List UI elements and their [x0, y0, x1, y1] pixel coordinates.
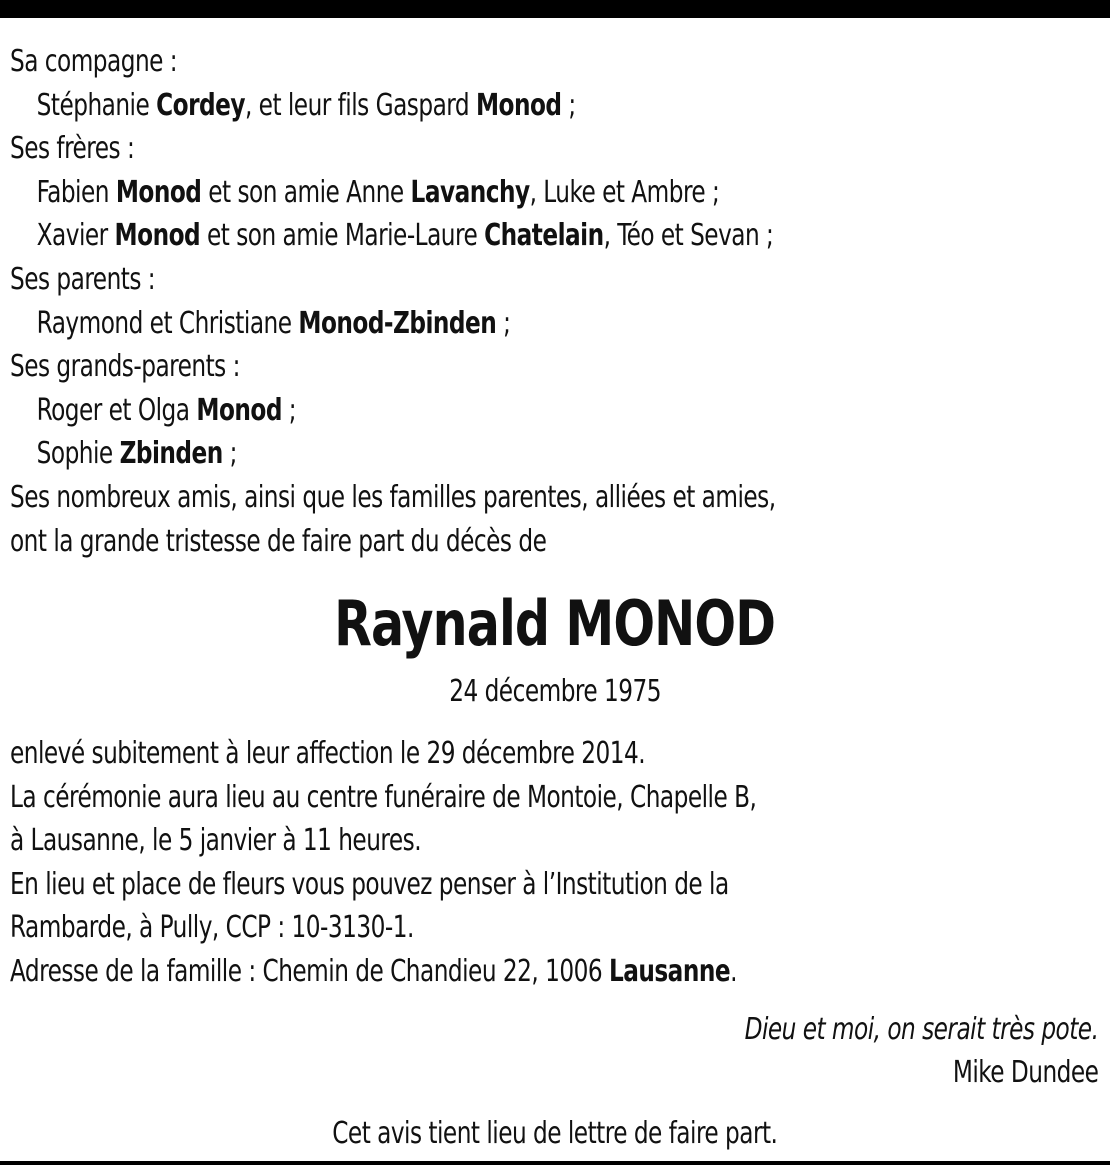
address-end: .: [730, 953, 737, 989]
gp1-end: ;: [288, 392, 297, 428]
address-prefix: Adresse de la famille : Chemin de Chandieu 22, 1006: [10, 953, 603, 989]
parents-line: [10, 302, 947, 346]
brothers-heading: Ses frères :: [10, 131, 135, 167]
parents-last-name: Monod-Zbinden: [298, 305, 497, 341]
quote-block: [687, 1008, 1098, 1094]
brother1-mid-text: et son amie Anne: [208, 174, 404, 210]
brother2-last-name: Monod: [114, 218, 201, 254]
address-line: [10, 950, 947, 994]
friends-line: Ses nombreux amis, ainsi que les familles parentes, alliées et amies,: [10, 479, 776, 515]
grandparents-heading: Ses grands-parents :: [10, 349, 240, 385]
parents-first-names: Raymond et Christiane: [36, 305, 292, 341]
brother1-partner-last-name: Lavanchy: [410, 174, 530, 210]
partner-first-name: Stéphanie: [36, 87, 150, 123]
brother1-end: , Luke et Ambre ;: [529, 174, 720, 210]
brother2-first-name: Xavier: [36, 218, 108, 254]
brother1-last-name: Monod: [115, 174, 202, 210]
top-rule: [0, 0, 1110, 18]
details-line-2: La cérémonie aura lieu au centre funéraire de Montoie, Chapelle B,: [10, 779, 757, 815]
quote-author: Mike Dundee: [952, 1055, 1098, 1090]
brother2-line: [10, 214, 947, 258]
details-line-5: Rambarde, à Pully, CCP : 10-3130-1.: [10, 910, 414, 946]
partner-line: [10, 84, 947, 128]
gp2-end: ;: [229, 436, 237, 472]
gp2-first-name: Sophie: [36, 436, 113, 472]
announce-line: ont la grande tristesse de faire part du décès de: [10, 523, 547, 559]
partner-end: ;: [568, 87, 576, 123]
deceased-name: [0, 584, 1110, 664]
details-line-3: à Lausanne, le 5 janvier à 11 heures.: [10, 823, 422, 859]
gp1-first-names: Roger et Olga: [36, 392, 190, 428]
parents-heading: Ses parents :: [10, 261, 156, 297]
ceremony-details: [10, 732, 1100, 994]
details-line-4: En lieu et place de fleurs vous pouvez penser à l’Institution de la: [10, 866, 729, 902]
partner-mid-text: , et leur fils Gaspard: [244, 87, 470, 123]
quote-text: Dieu et moi, on serait très pote.: [744, 1012, 1098, 1047]
deceased-name-text: Raynald MONOD: [334, 587, 776, 660]
partner-last-name: Cordey: [156, 87, 245, 123]
bottom-rule: [0, 1161, 1110, 1165]
parents-end: ;: [503, 305, 511, 341]
brother1-first-name: Fabien: [36, 174, 109, 210]
gp2-last-name: Zbinden: [119, 436, 223, 472]
details-line-1: enlevé subitement à leur affection le 29 décembre 2014.: [10, 736, 646, 771]
grandparents2-line: [10, 432, 947, 476]
address-city: Lausanne: [608, 953, 731, 989]
closing-text: Cet avis tient lieu de lettre de faire part.: [332, 1116, 778, 1151]
birth-date: [0, 670, 1110, 714]
brother2-mid-text: et son amie Marie-Laure: [206, 218, 478, 254]
birth-date-text: 24 décembre 1975: [449, 674, 661, 709]
closing-note: [0, 1112, 1110, 1156]
partner-heading: Sa compagne :: [10, 44, 178, 79]
grandparents1-line: [10, 389, 947, 433]
brother2-partner-last-name: Chatelain: [484, 218, 604, 254]
family-list: [10, 40, 1100, 563]
brother2-end: , Téo et Sevan ;: [603, 218, 774, 254]
son-last-name: Monod: [475, 87, 562, 123]
gp1-last-name: Monod: [196, 392, 282, 428]
brother1-line: [10, 171, 947, 215]
